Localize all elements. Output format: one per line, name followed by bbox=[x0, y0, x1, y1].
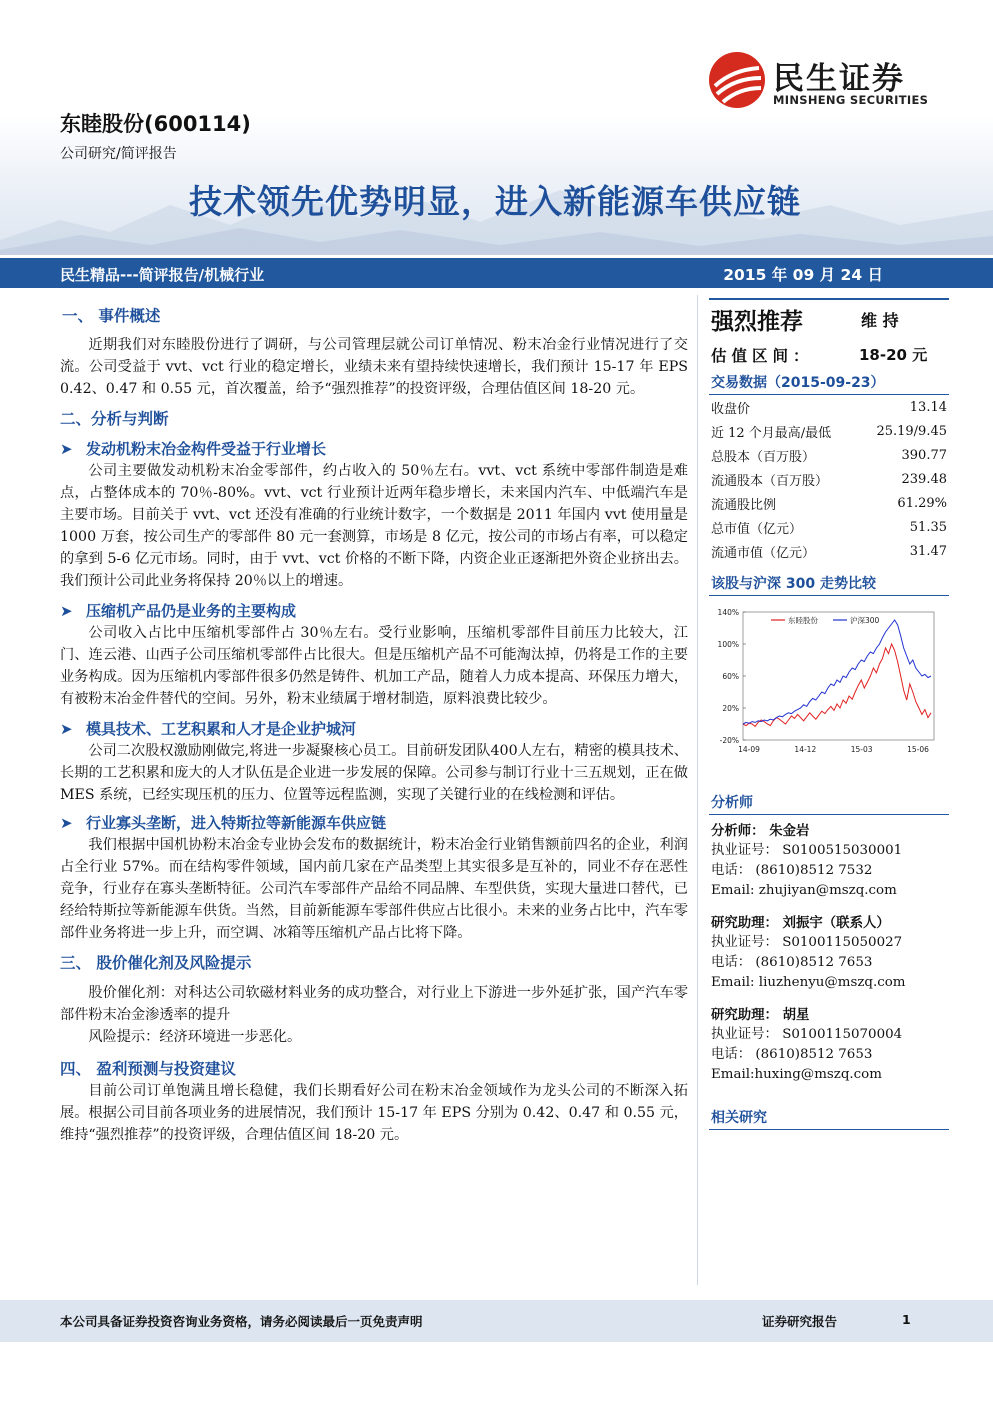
rating-label: 强烈推荐 bbox=[711, 309, 803, 335]
stock-comparison-chart bbox=[709, 602, 949, 764]
brand-name-cn: 民生证券 bbox=[773, 61, 905, 97]
trade-row bbox=[709, 395, 949, 419]
analyst-cert: 执业证号： S0100115070004 bbox=[711, 1027, 903, 1042]
y-tick-label: 140% bbox=[717, 608, 739, 617]
subsection-2c-title: ➤ 模具技术、工艺积累和人才是企业护城河 bbox=[60, 720, 357, 738]
report-bar bbox=[0, 258, 993, 288]
section-2-title: 二、分析与判断 bbox=[60, 410, 169, 428]
subsection-2b-paragraph: 公司收入占比中压缩机零部件占 30％左右。受行业影响，压缩机零部件目前压力比较大，江门、连云港、山西子公司压缩机零部件占比很大。但是压缩机产品不可能淘汰掉，仍将是工作的主要业务构成。因为压缩机内零部件很多仍然是铸件、机加工产品，随着人力成本提高、环保压力增大，有被粉末冶金件替代的空间。另外，粉末业绩属于增材制造，原料浪费比较少。 bbox=[60, 625, 688, 707]
trade-value: 31.47 bbox=[909, 543, 947, 559]
trade-key: 近 12 个月最高/最低 bbox=[711, 425, 832, 441]
footer bbox=[0, 1300, 993, 1342]
analyst-name: 研究助理： 胡星 bbox=[711, 1007, 810, 1023]
sidebar bbox=[709, 298, 949, 1130]
y-tick-label: 20% bbox=[722, 704, 739, 713]
section-3-catalyst: 股价催化剂：对科达公司软磁材料业务的成功整合，对行业上下游进一步外延扩张，国产汽车零部件粉末冶金渗透率的提升 bbox=[60, 985, 688, 1023]
brand-name-en: MINSHENG SECURITIES bbox=[773, 93, 929, 107]
section-4-title: 四、 盈利预测与投资建议 bbox=[60, 1060, 236, 1078]
rating-action: 维 持 bbox=[861, 311, 899, 330]
analyst-section-title: 分析师 bbox=[709, 792, 949, 815]
analyst-tel: 电话： (8610)8512 7532 bbox=[711, 863, 873, 878]
trade-key: 总市值（亿元） bbox=[711, 521, 803, 537]
brand-logo bbox=[707, 50, 937, 110]
trade-row bbox=[709, 515, 949, 539]
y-tick-label: 60% bbox=[722, 672, 739, 681]
company-name: 东睦股份(600114) bbox=[60, 112, 251, 136]
y-tick-label: 100% bbox=[717, 640, 739, 649]
arrow-bullet-icon: ➤ bbox=[60, 440, 73, 458]
arrow-bullet-icon: ➤ bbox=[60, 720, 73, 738]
analyst-card bbox=[709, 821, 949, 901]
chart-title: 该股与沪深 300 走势比较 bbox=[709, 573, 949, 596]
trade-row bbox=[709, 467, 949, 491]
trade-value: 51.35 bbox=[909, 519, 947, 535]
related-research-title: 相关研究 bbox=[709, 1107, 949, 1130]
disclaimer-notice: 本公司具备证券投资咨询业务资格，请务必阅读最后一页免责声明 bbox=[60, 1314, 423, 1329]
valuation-label: 估值区间： bbox=[711, 347, 814, 365]
analyst-tel: 电话： (8610)8512 7653 bbox=[711, 1047, 873, 1062]
analyst-email[interactable]: Email:huxing@mszq.com bbox=[711, 1067, 882, 1082]
report-category: 民生精品---简评报告/机械行业 bbox=[60, 266, 265, 284]
x-tick-label: 14-12 bbox=[794, 745, 817, 754]
trade-row bbox=[709, 419, 949, 443]
trade-key: 流通股本（百万股） bbox=[711, 473, 829, 489]
footer-report-label: 证券研究报告 bbox=[762, 1314, 838, 1329]
legend-label: 沪深300 bbox=[850, 616, 880, 625]
trade-data-table bbox=[709, 395, 949, 563]
trade-value: 13.14 bbox=[909, 399, 947, 415]
subsection-2b-title: ➤ 压缩机产品仍是业务的主要构成 bbox=[60, 602, 297, 620]
analyst-name: 研究助理： 刘振宇（联系人） bbox=[711, 915, 890, 931]
trade-key: 总股本（百万股） bbox=[711, 449, 816, 465]
column-divider bbox=[697, 295, 698, 1285]
trade-row bbox=[709, 491, 949, 515]
analyst-card bbox=[709, 1005, 949, 1085]
trade-value: 25.19/9.45 bbox=[876, 423, 947, 439]
trade-key: 收盘价 bbox=[711, 401, 751, 417]
valuation-value: 18-20 元 bbox=[859, 346, 928, 364]
page-number: 1 bbox=[902, 1312, 911, 1327]
trade-key: 流通市值（亿元） bbox=[711, 545, 816, 561]
arrow-bullet-icon: ➤ bbox=[60, 814, 73, 832]
analyst-tel: 电话： (8610)8512 7653 bbox=[711, 955, 873, 970]
section-1-title: 一、 事件概述 bbox=[62, 307, 161, 325]
trade-row bbox=[709, 539, 949, 563]
analyst-name: 分析师： 朱金岩 bbox=[711, 823, 810, 839]
legend-label: 东睦股份 bbox=[788, 616, 818, 625]
arrow-bullet-icon: ➤ bbox=[60, 602, 73, 620]
trade-data-title: 交易数据（2015-09-23） bbox=[709, 372, 949, 395]
trade-value: 61.29% bbox=[897, 495, 947, 511]
subsection-2a-paragraph: 公司主要做发动机粉末冶金零部件，约占收入的 50％左右。vvt、vct 系统中零部件制造是难点，占整体成本的 70％-80%。vvt、vct 行业预计近两年稳步增长，未来国内汽车、中低端汽车是主要市场。目前关于 vvt、vct 还没有准确的行业统计数字，一个数据是 2011 年国内 vvt 使用量是 1000 万套，按公司生产的零部件 80 元一套测算，市场是 8 亿元，按公司的市场占有率，可以稳定的拿到 5-6 亿元市场。同时，由于 vvt、vct 价格的不断下降，内资企业正逐渐把外资企业挤出去。我们预计公司此业务将保持 20％以上的增速。 bbox=[60, 463, 688, 589]
x-tick-label: 15-06 bbox=[907, 745, 929, 754]
x-tick-label: 14-09 bbox=[738, 745, 760, 754]
subsection-2d-title: ➤ 行业寡头垄断，进入特斯拉等新能源车供应链 bbox=[60, 814, 387, 832]
section-3-title: 三、 股价催化剂及风险提示 bbox=[60, 954, 252, 972]
chart-plot-area bbox=[743, 612, 934, 740]
subsection-2c-paragraph: 公司二次股权激励刚做完,将进一步凝聚核心员工。目前研发团队400人左右，精密的模具技术、长期的工艺积累和庞大的人才队伍是企业进一步发展的保障。公司参与制订行业十三五规划，正在做 MES 系统，已经实现压机的压力、位置等远程监测，实现了关键行业的在线检测和评估。 bbox=[60, 743, 688, 803]
section-3-risk: 风险提示：经济环境进一步恶化。 bbox=[88, 1029, 302, 1045]
subsection-2a-title: ➤ 发动机粉末冶金构件受益于行业增长 bbox=[60, 440, 327, 458]
report-type: 公司研究/简评报告 bbox=[60, 146, 177, 162]
analyst-list bbox=[709, 821, 949, 1085]
trade-value: 239.48 bbox=[901, 471, 947, 487]
analyst-email[interactable]: Email: zhujiyan@mszq.com bbox=[711, 883, 897, 898]
analyst-email[interactable]: Email: liuzhenyu@mszq.com bbox=[711, 975, 906, 990]
rating-box bbox=[709, 298, 949, 336]
section-1-paragraph: 近期我们对东睦股份进行了调研，与公司管理层就公司订单情况、粉末冶金行业情况进行了交流。公司受益于 vvt、vct 行业的稳定增长，业绩未来有望持续快速增长，我们预计 15-17 年 EPS 0.42、0.47 和 0.55 元，首次覆盖，给予“强烈推荐”的投资评级，合理估值区间 18-20 元。 bbox=[60, 337, 688, 397]
main-content bbox=[60, 305, 688, 1146]
analyst-cert: 执业证号： S0100115050027 bbox=[711, 935, 903, 950]
report-date: 2015 年 09 月 24 日 bbox=[723, 266, 883, 284]
trade-key: 流通股比例 bbox=[711, 497, 777, 513]
y-tick-label: -20% bbox=[719, 736, 739, 745]
trade-value: 390.77 bbox=[901, 447, 947, 463]
x-tick-label: 15-03 bbox=[850, 745, 873, 754]
report-title: 技术领先优势明显，进入新能源车供应链 bbox=[189, 182, 801, 221]
trade-row bbox=[709, 443, 949, 467]
analyst-card bbox=[709, 913, 949, 993]
subsection-2d-paragraph: 我们根据中国机协粉末冶金专业协会发布的数据统计，粉末冶金行业销售额前四名的企业，利润占全行业 57%。而在结构零件领域，国内前几家在产品类型上其实很多是互补的，同业不存在恶性竞争，行业存在寡头垄断特征。公司汽车零部件产品给不同品牌、车型供货，实现大量进口替代，已经给特斯拉等新能源车供货。当然，目前新能源车零部件供应占比很小。未来的业务占比中，汽车零部件业务将进一步上升，而空调、冰箱等压缩机产品占比将下降。 bbox=[60, 837, 688, 941]
valuation-box bbox=[709, 336, 949, 372]
analyst-cert: 执业证号： S0100515030001 bbox=[711, 843, 903, 858]
minsheng-logo-icon bbox=[707, 50, 767, 110]
section-4-paragraph: 目前公司订单饱满且增长稳健，我们长期看好公司在粉末冶金领域作为龙头公司的不断深入拓展。根据公司目前各项业务的进展情况，我们预计 15-17 年 EPS 分别为 0.42、0.47 和 0.55 元，维持“强烈推荐”的投资评级，合理估值区间 18-20 元。 bbox=[60, 1083, 688, 1143]
